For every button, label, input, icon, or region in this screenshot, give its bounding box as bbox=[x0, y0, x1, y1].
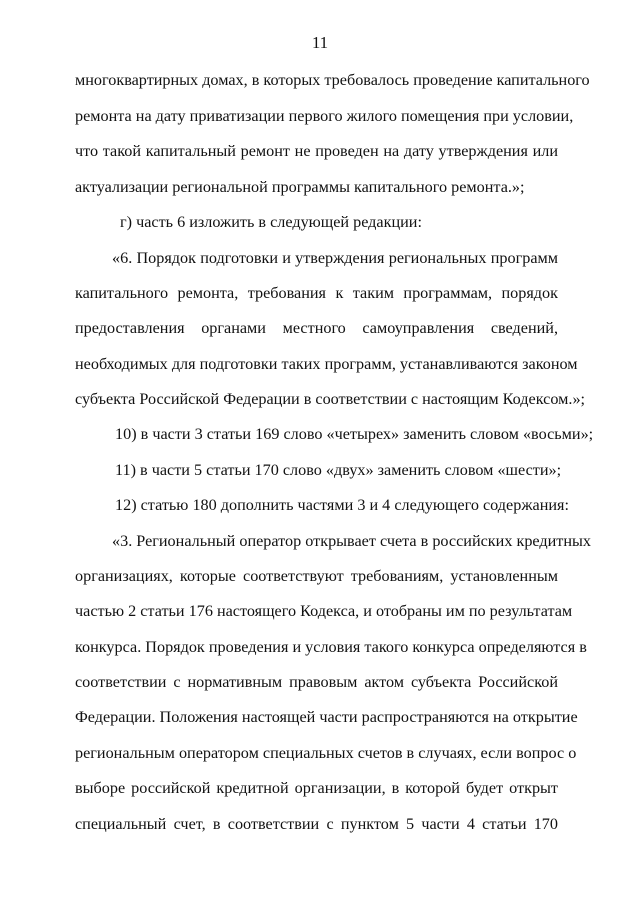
text-line: ремонта на дату приватизации первого жилого помещения при условии, bbox=[75, 107, 574, 125]
text-line: региональным оператором специальных счетов в случаях, если вопрос о bbox=[75, 744, 577, 762]
text-line: 10) в части 3 статьи 169 слово «четырех» заменить словом «восьми»; bbox=[115, 425, 594, 443]
text-line: соответствии с нормативным правовым актом субъекта Российской bbox=[75, 673, 558, 691]
text-line: 12) статью 180 дополнить частями 3 и 4 следующего содержания: bbox=[115, 496, 569, 514]
text-line: предоставления органами местного самоуправления сведений, bbox=[75, 319, 558, 337]
page-number: 11 bbox=[311, 33, 329, 52]
text-line: 11) в части 5 статьи 170 слово «двух» заменить словом «шести»; bbox=[115, 461, 562, 479]
text-line: конкурса. Порядок проведения и условия такого конкурса определяются в bbox=[75, 638, 587, 656]
text-line: Федерации. Положения настоящей части распространяются на открытие bbox=[75, 708, 578, 726]
text-line: частью 2 статьи 176 настоящего Кодекса, и отобраны им по результатам bbox=[75, 602, 573, 620]
text-line: организациях, которые соответствуют требованиям, установленным bbox=[75, 567, 558, 585]
text-line: «6. Порядок подготовки и утверждения региональных программ bbox=[112, 249, 558, 267]
text-line: необходимых для подготовки таких программ, устанавливаются законом bbox=[75, 355, 578, 373]
text-line: актуализации региональной программы капитального ремонта.»; bbox=[75, 178, 525, 196]
text-line: г) часть 6 изложить в следующей редакции: bbox=[120, 213, 422, 231]
text-line: специальный счет, в соответствии с пунктом 5 части 4 статьи 170 bbox=[75, 815, 558, 833]
text-line: субъекта Российской Федерации в соответствии с настоящим Кодексом.»; bbox=[75, 390, 586, 408]
text-line: капитального ремонта, требования к таким программам, порядок bbox=[75, 284, 558, 302]
text-line: многоквартирных домах, в которых требовалось проведение капитального bbox=[75, 71, 590, 89]
text-line: выборе российской кредитной организации, в которой будет открыт bbox=[75, 779, 558, 797]
text-line: «3. Региональный оператор открывает счета в российских кредитных bbox=[112, 532, 592, 550]
text-line: что такой капитальный ремонт не проведен на дату утверждения или bbox=[75, 142, 558, 160]
